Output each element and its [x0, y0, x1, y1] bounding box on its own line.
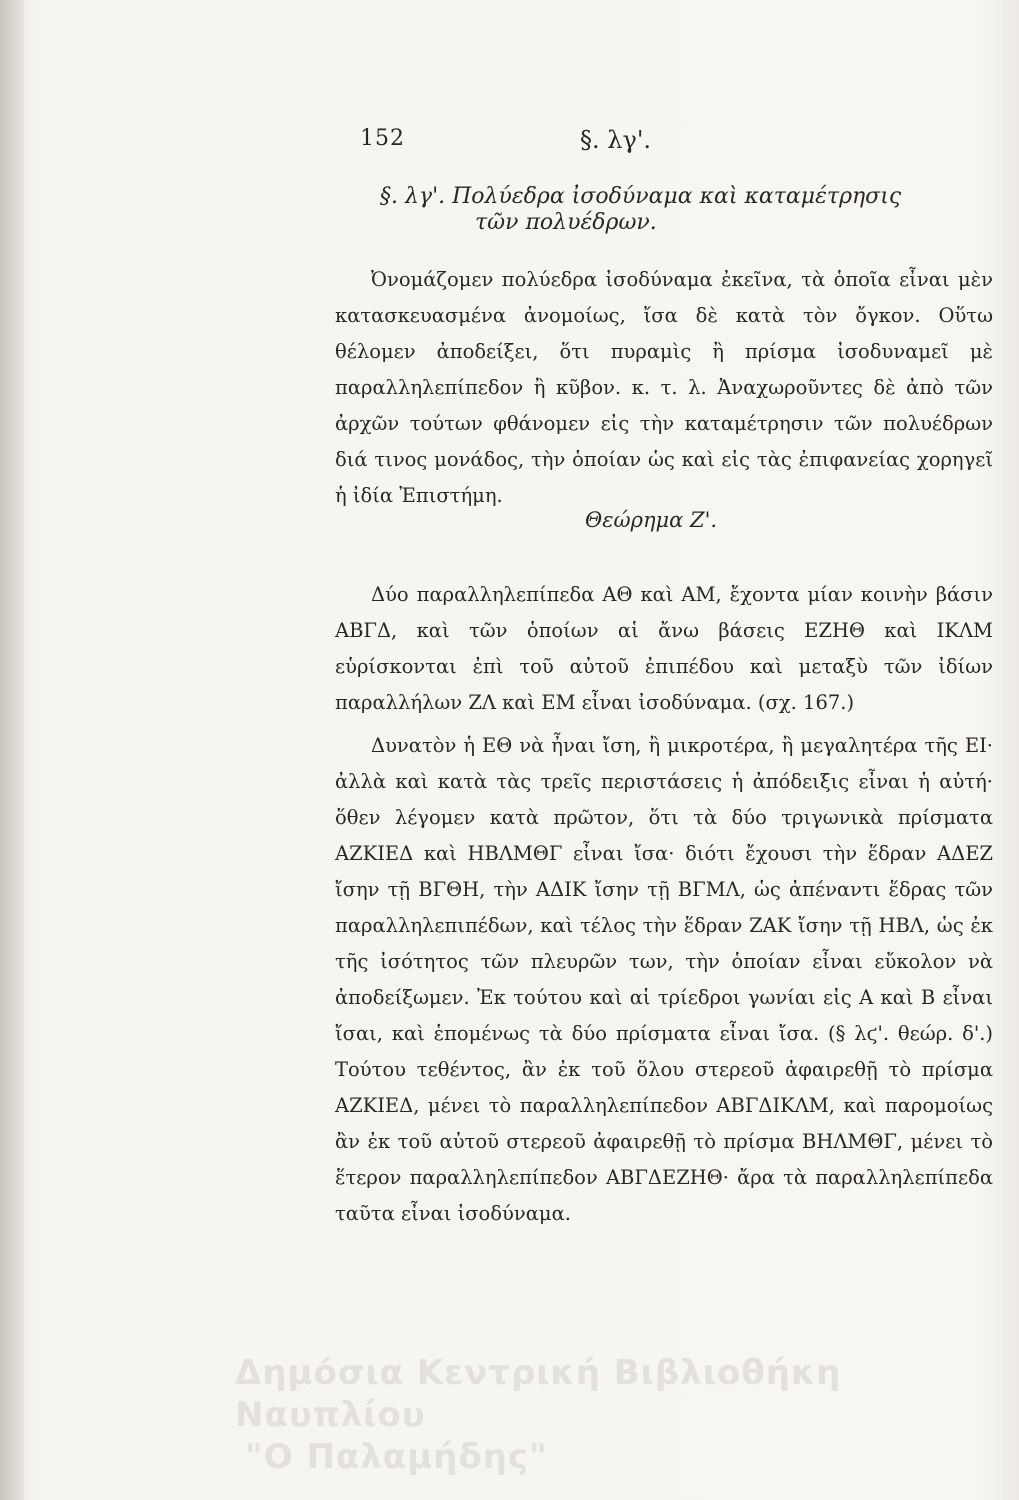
watermark-line-2: "Ο Παλαμήδης"	[245, 1437, 548, 1477]
theorem-heading: Θεώρημα Ζ'.	[585, 508, 718, 532]
proof-paragraph: Δυνατὸν ἡ ΕΘ νὰ ἦναι ἴση, ἢ μικροτέρα, ἢ μεγαλητέρα τῆς ΕΙ· ἀλλὰ καὶ κατὰ τὰς τρεῖς περιστάσεις ἡ ἀπόδειξις εἶναι ἡ αὐτή· ὅθεν λέγομεν κατὰ πρῶτον, ὅτι τὰ δύο τριγωνικὰ πρίσματα ΑΖΚΙΕΔ καὶ ΗΒΛΜΘΓ εἶναι ἴσα· διότι ἔχουσι τὴν ἕδραν ΑΔΕΖ ἴσην τῇ ΒΓΘΗ, τὴν ΑΔΙΚ ἴσην τῇ ΒΓΜΛ, ὡς ἀπέναντι ἕδρας τῶν παραλληλεπιπέδων, καὶ τέλος τὴν ἕδραν ΖΑΚ ἴσην τῇ ΗΒΛ, ὡς ἐκ τῆς ἰσότητος τῶν πλευρῶν των, τὴν ὁποίαν εἶναι εὔκολον νὰ ἀποδείξωμεν. Ἐκ τούτου καὶ αἱ τρίεδροι γωνίαι εἰς Α καὶ Β εἶναι ἴσαι, καὶ ἑπομένως τὰ δύο πρίσματα εἶναι ἴσα. (§ λϛ'. θεώρ. δ'.) Τούτου τεθέντος, ἂν ἐκ τοῦ ὅλου στερεοῦ ἀφαιρεθῇ τὸ πρίσμα ΑΖΚΙΕΔ, μένει τὸ παραλληλεπίπεδον ΑΒΓΔΙΚΛΜ, καὶ παρομοίως ἂν ἐκ τοῦ αὐτοῦ στερεοῦ ἀφαιρεθῇ τὸ πρίσμα ΒΗΛΜΘΓ, μένει τὸ ἕτερον παραλληλεπίπεδον ΑΒΓΔΕΖΗΘ· ἄρα τὰ παραλληλεπίπεδα ταῦτα εἶναι ἰσοδύναμα.	[335, 733, 993, 1225]
section-title-line-1: §. λγ'. Πολύεδρα ἰσοδύναμα καὶ καταμέτρησις	[380, 184, 902, 209]
page-header	[360, 126, 790, 166]
section-title-line-2: τῶν πολυέδρων.	[475, 210, 657, 236]
watermark-line-1: Δημόσια Κεντρική Βιβλιοθήκη Ναυπλίου	[235, 1353, 842, 1435]
section-title	[380, 184, 1000, 237]
page-edge-shadow	[0, 0, 24, 1500]
intro-paragraph: Ὀνομάζομεν πολύεδρα ἰσοδύναμα ἐκεῖνα, τὰ ὁποῖα εἶναι μὲν κατασκευασμένα ἀνομοίως, ἴσα δὲ κατὰ τὸν ὄγκον. Οὕτω θέλομεν ἀποδείξει, ὅτι πυραμὶς ἢ πρίσμα ἰσοδυναμεῖ μὲ παραλληλεπίπεδον ἢ κῦβον. κ. τ. λ. Ἀναχωροῦντες δὲ ἀπὸ τῶν ἀρχῶν τούτων φθάνομεν εἰς τὴν καταμέτρησιν τῶν πολυέδρων διά τινος μονάδος, τὴν ὁποίαν ὡς καὶ εἰς τὰς ἐπιφανείας χορηγεῖ ἡ ἰδία Ἐπιστήμη.	[335, 267, 993, 507]
running-head: §. λγ'.	[580, 126, 652, 154]
page-number: 152	[360, 126, 405, 151]
library-watermark	[235, 1352, 1005, 1478]
theorem-statement: Δύο παραλληλεπίπεδα ΑΘ καὶ ΑΜ, ἔχοντα μίαν κοινὴν βάσιν ΑΒΓΔ, καὶ τῶν ὁποίων αἱ ἄνω βάσεις ΕΖΗΘ καὶ ΙΚΛΜ εὑρίσκονται ἐπὶ τοῦ αὐτοῦ ἐπιπέδου καὶ μεταξὺ τῶν ἰδίων παραλλήλων ΖΛ καὶ ΕΜ εἶναι ἰσοδύναμα. (σχ. 167.)	[335, 582, 993, 714]
